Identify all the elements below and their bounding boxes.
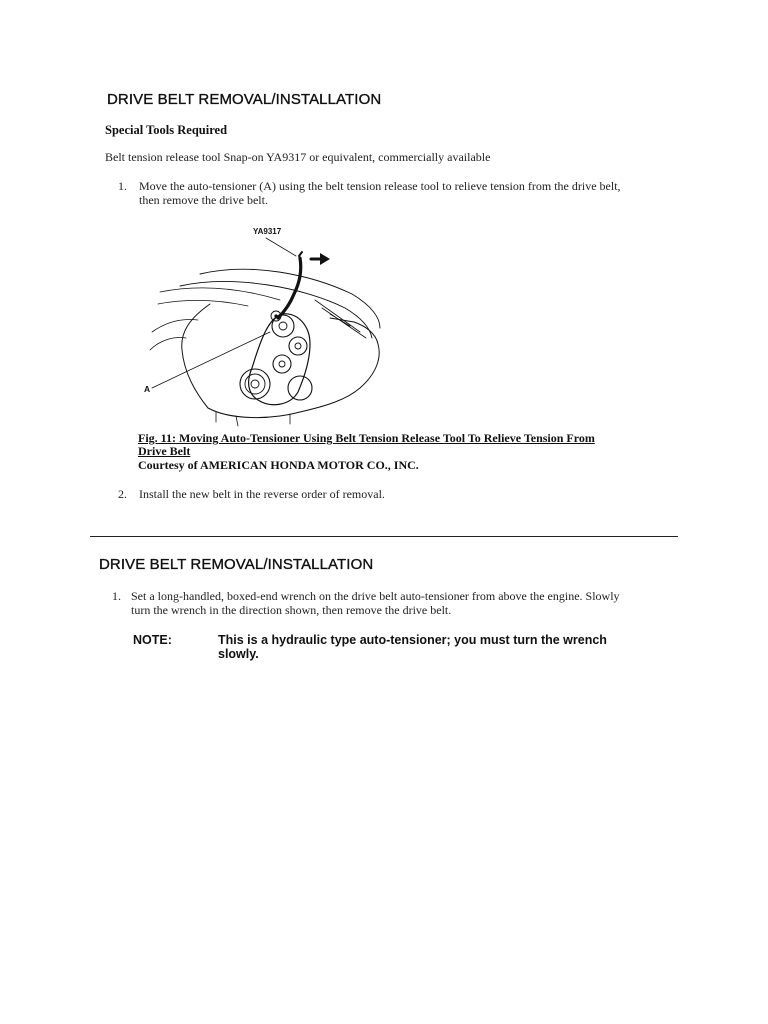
section1-step2-number: 2.	[118, 487, 127, 501]
section1-step1-text	[139, 179, 621, 207]
section2-heading: DRIVE BELT REMOVAL/INSTALLATION	[99, 556, 374, 573]
figure-caption-line1: Fig. 11: Moving Auto-Tensioner Using Belt Tension Release Tool To Relieve Tension From	[138, 431, 595, 445]
section1-step1-line2: then remove the drive belt.	[139, 193, 268, 207]
note-text	[218, 633, 607, 661]
special-tools-heading: Special Tools Required	[105, 123, 228, 137]
section2-step1-line2: turn the wrench in the direction shown, then remove the drive belt.	[131, 603, 452, 617]
tool-label: YA9317	[253, 227, 282, 236]
arrow-right-icon	[311, 253, 330, 265]
section2-step1-line1: Set a long-handled, boxed-end wrench on the drive belt auto-tensioner from above the engine. Slowly	[131, 589, 620, 603]
section1-step1-number: 1.	[118, 179, 127, 193]
note-text-line1: This is a hydraulic type auto-tensioner; you must turn the wrench	[218, 633, 607, 647]
part-a-label: A	[144, 384, 151, 394]
note-text-line2: slowly.	[218, 647, 259, 661]
section2-step1-text	[131, 589, 620, 617]
special-tools-text: Belt tension release tool Snap-on YA9317 or equivalent, commercially available	[105, 150, 491, 164]
section2-step1-number: 1.	[112, 589, 121, 603]
section1-step1-line1: Move the auto-tensioner (A) using the belt tension release tool to relieve tension from the drive belt,	[139, 179, 621, 193]
section1-step2-text: Install the new belt in the reverse order of removal.	[139, 487, 385, 501]
tool-pointer-line	[266, 238, 296, 256]
figure-caption-line2: Drive Belt	[138, 444, 191, 458]
section1-heading: DRIVE BELT REMOVAL/INSTALLATION	[107, 91, 382, 108]
figure-caption	[138, 432, 595, 458]
section-divider	[90, 536, 678, 537]
auto-tensioner-figure	[140, 222, 400, 428]
note-label: NOTE:	[133, 633, 172, 647]
figure-credit: Courtesy of AMERICAN HONDA MOTOR CO., INC.	[138, 458, 419, 472]
part-a-leader-line	[152, 332, 270, 388]
